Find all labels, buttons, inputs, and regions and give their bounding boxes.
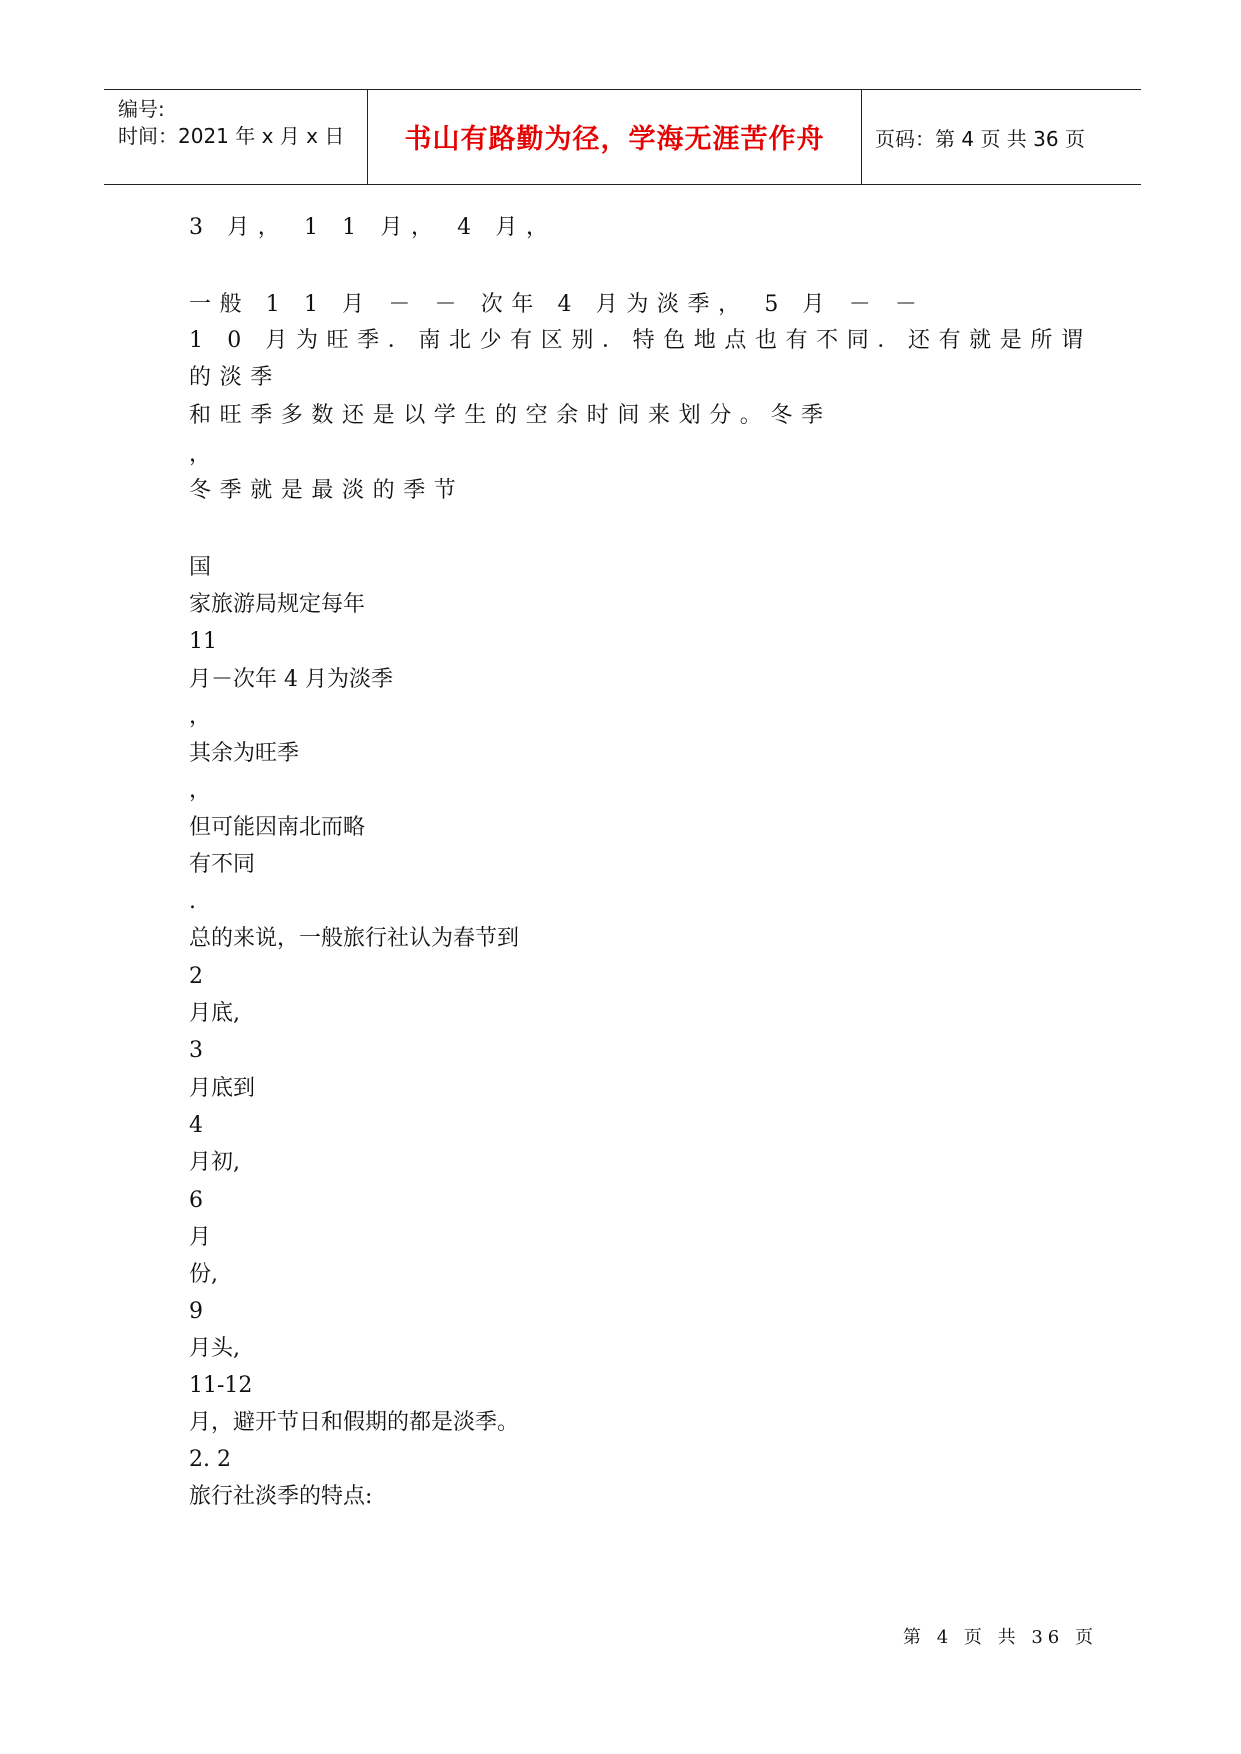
body-line: 的淡季: [189, 365, 281, 390]
header-left-cell: [104, 90, 368, 184]
body-line: 6: [189, 1188, 203, 1213]
body-line: 一般 1 1 月 － － 次年 4 月为淡季， 5 月 － －: [189, 292, 926, 317]
body-line: ，: [189, 442, 212, 467]
body-line: 份,: [189, 1262, 218, 1287]
header-page-cell: [862, 90, 1141, 184]
body-line: 月底,: [189, 1001, 240, 1026]
body-line: 月，避开节日和假期的都是淡季。: [189, 1410, 520, 1435]
header-motto-cell: [368, 90, 862, 184]
time-label: 时间：2021 年 x 月 x 日: [118, 124, 345, 148]
body-line: 家旅游局规定每年: [189, 592, 366, 617]
page-header: [104, 89, 1141, 185]
page-footer: 第 4 页 共 36 页: [903, 1627, 1098, 1648]
body-line: 月: [189, 1225, 212, 1250]
body-line: ，: [189, 778, 212, 803]
body-line: 11-12: [189, 1373, 253, 1398]
body-line: .: [189, 889, 196, 914]
body-line: 其余为旺季: [189, 741, 300, 766]
body-line: 2: [189, 964, 203, 989]
body-line: 3 月， 1 1 月， 4 月，: [189, 215, 557, 240]
page-code: 页码：第 4 页 共 36 页: [875, 127, 1085, 151]
body-line: 月头,: [189, 1336, 240, 1361]
body-line: 国: [189, 555, 212, 580]
motto-text: 书山有路勤为径，学海无涯苦作舟: [404, 124, 825, 155]
body-line: 3: [189, 1038, 203, 1063]
body-line: 11: [189, 629, 217, 654]
body-line: 有不同: [189, 852, 256, 877]
number-label: 编号:: [118, 97, 165, 121]
body-line: 旅行社淡季的特点:: [189, 1484, 373, 1509]
body-line: 和旺季多数还是以学生的空余时间来划分。冬季: [189, 403, 832, 428]
body-line: 冬季就是最淡的季节: [189, 478, 465, 503]
body-line: 1 0 月为旺季．南北少有区别．特色地点也有不同．还有就是所谓: [189, 328, 1092, 353]
body-line: 月初,: [189, 1150, 240, 1175]
body-line: 9: [189, 1299, 203, 1324]
body-line: ，: [189, 704, 212, 729]
body-line: 月－次年 4 月为淡季: [189, 667, 393, 692]
body-line: 总的来说，一般旅行社认为春节到: [189, 926, 520, 951]
body-line: 但可能因南北而略: [189, 815, 366, 840]
section-heading: 2. 2: [189, 1447, 231, 1472]
body-line: 月底到: [189, 1076, 256, 1101]
body-line: 4: [189, 1113, 203, 1138]
